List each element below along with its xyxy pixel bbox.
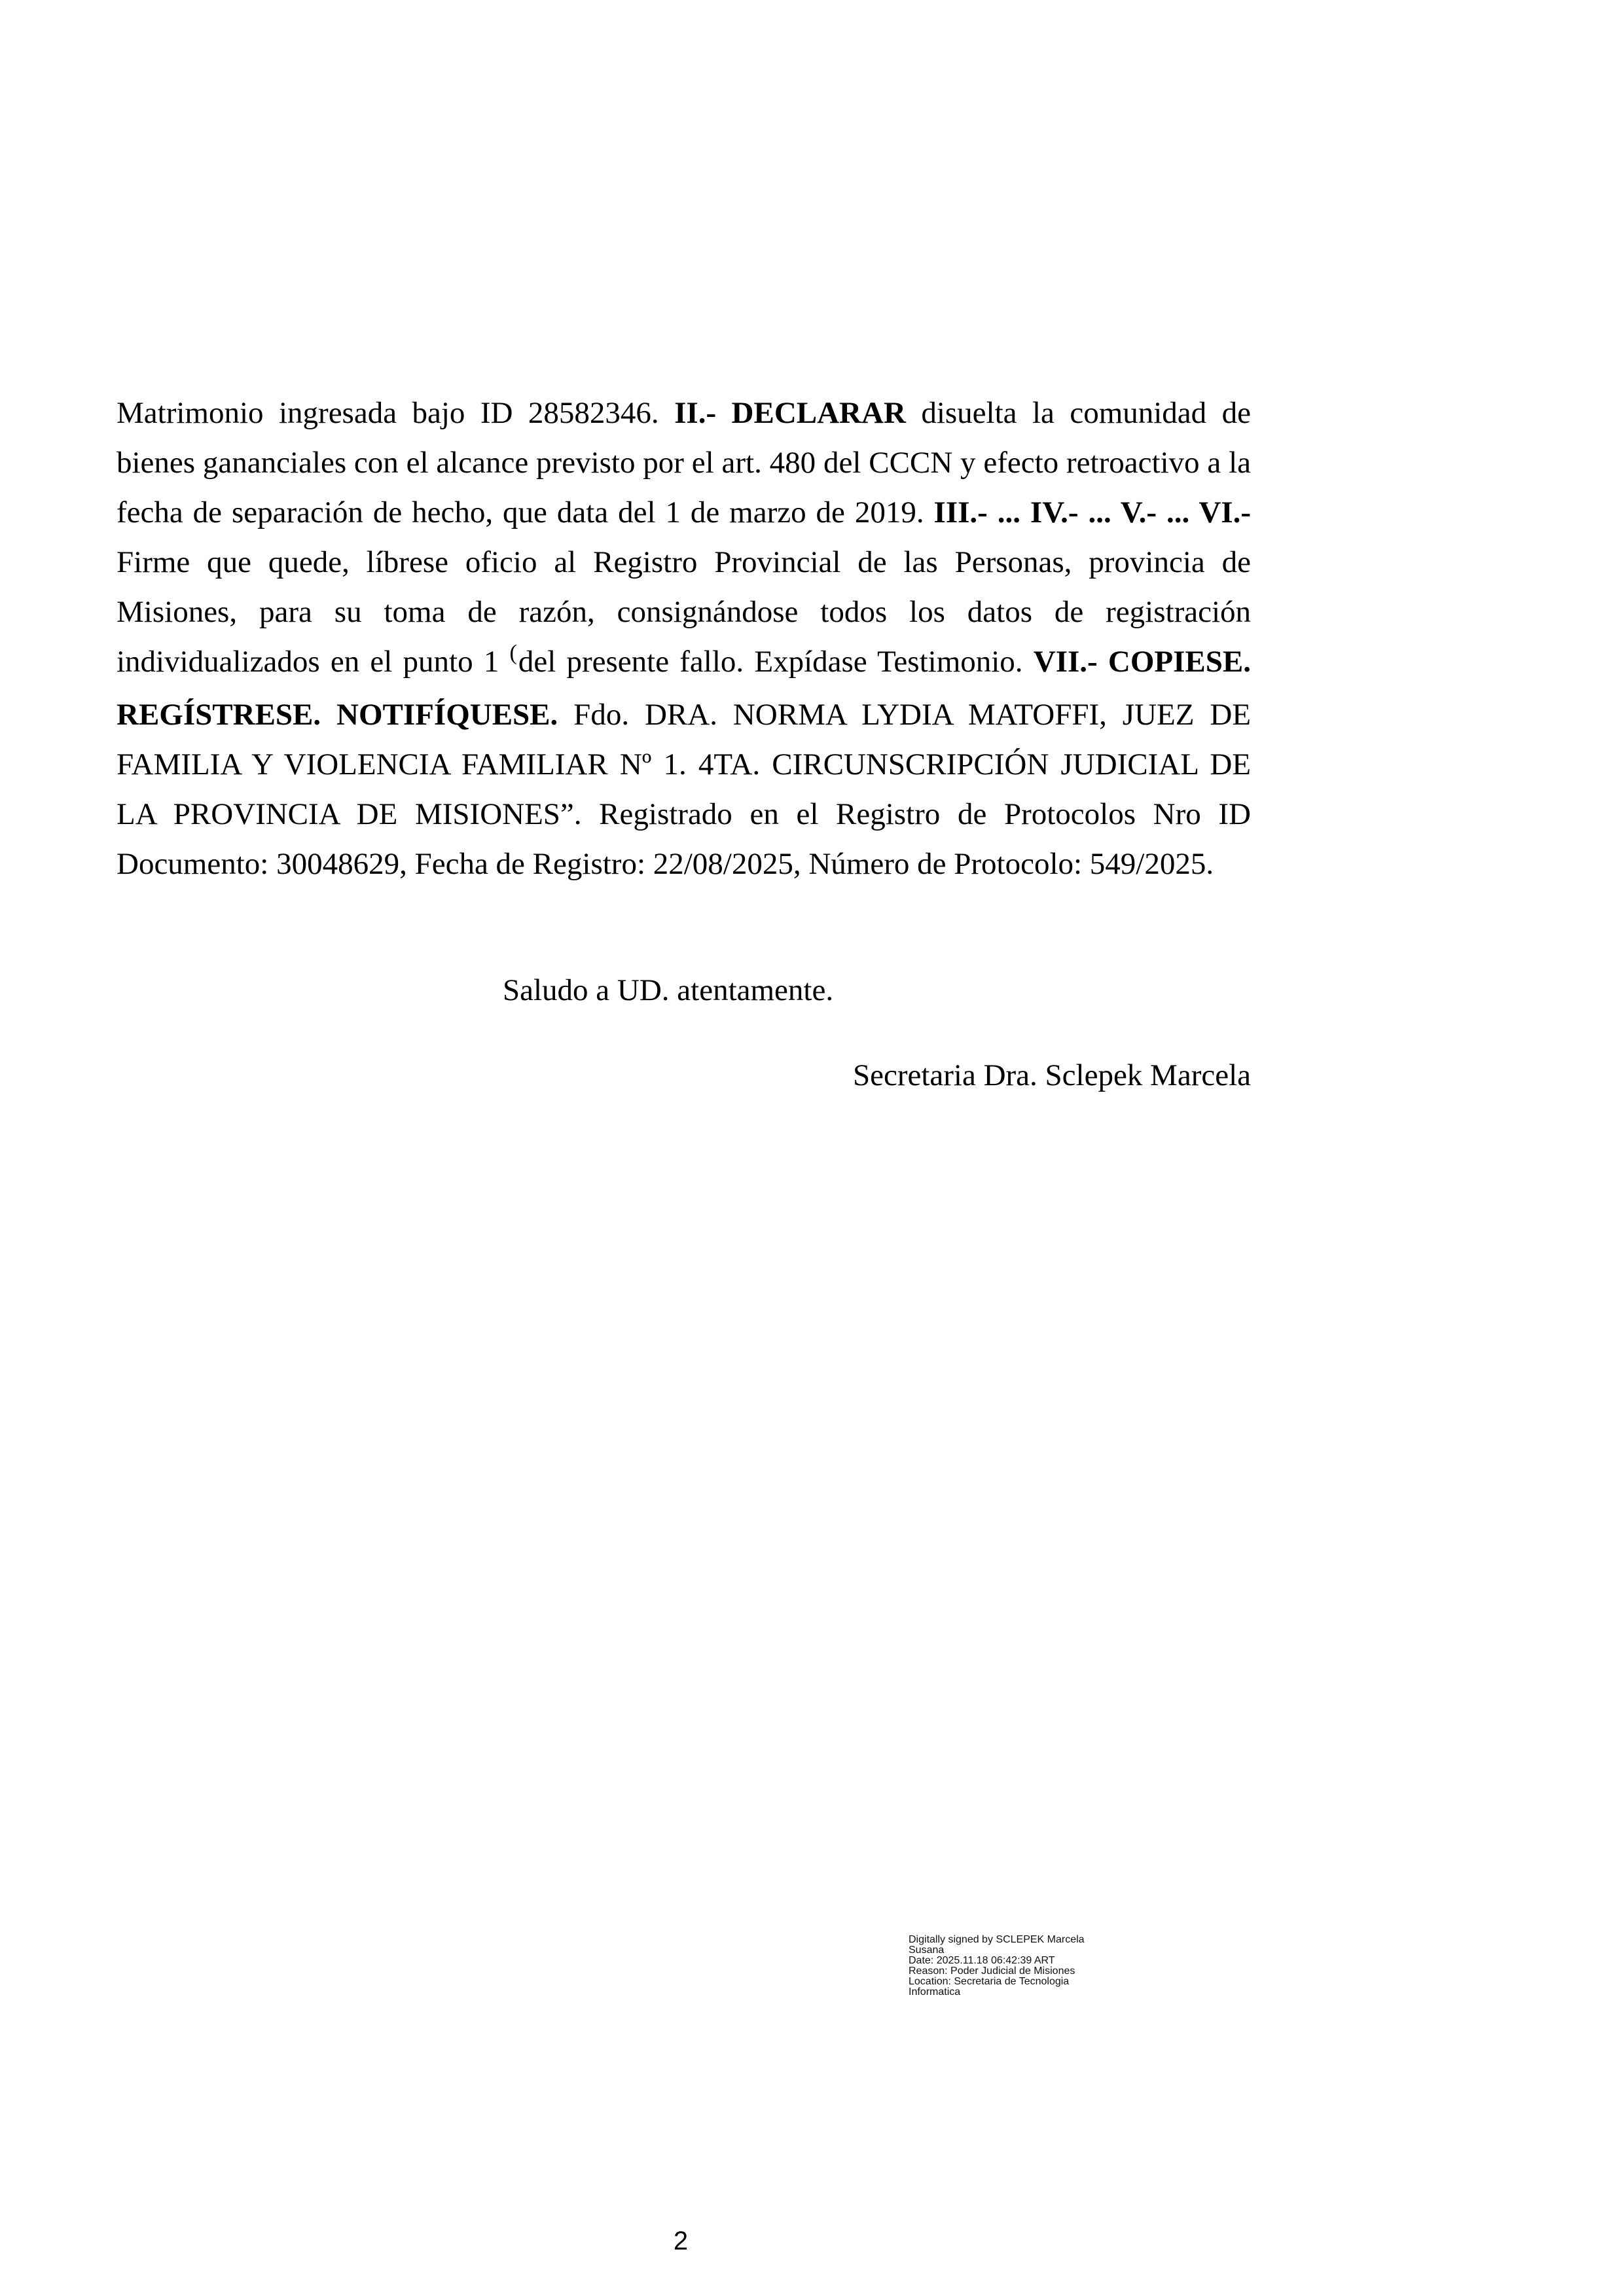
paragraph-text-4: del presente fallo. Expídase Testimonio. bbox=[518, 645, 1034, 679]
bold-sections: III.- ... IV.- ... V.- ... VI.- bbox=[933, 495, 1251, 529]
paragraph-text-2: disuelta la comunidad de bienes gananciales con el alcance previsto por el art. 480 del CCCN y efecto retroactivo a la fecha de separación de hecho, que data del 1 de marzo de 2019. bbox=[117, 396, 1251, 529]
digital-signature-block bbox=[909, 1935, 1144, 1998]
signature-line: Susana bbox=[909, 1945, 945, 1956]
resolution-paragraph bbox=[117, 388, 1251, 889]
paragraph-text-3: Firme que quede, líbrese oficio al Registro Provincial de las Personas, provincia de Misiones, para su toma de razón, consignándose todos los datos de registración individualizados en el punto 1 bbox=[117, 545, 1251, 679]
signature-line: Reason: Poder Judicial de Misiones bbox=[909, 1965, 1075, 1977]
signatory-name: Secretaria Dra. Sclepek Marcela bbox=[852, 1058, 1251, 1092]
paragraph-text-5: Fdo. DRA. NORMA LYDIA MATOFFI, JUEZ DE FAMILIA Y VIOLENCIA FAMILIAR Nº 1. 4TA. CIRCUNSCRIPCIÓN JUDICIAL DE LA PROVINCIA DE MISIONES”. Registrado en el Registro de Protocolos Nro ID Documento: 30048629, Fecha de Registro: 22/08/2025, Número de Protocolo: 549/2025. bbox=[117, 698, 1251, 881]
paragraph-text-1: Matrimonio ingresada bajo ID 28582346. bbox=[117, 396, 675, 430]
closing-greeting: Saludo a UD. atentamente. bbox=[503, 973, 834, 1007]
bold-copiese: VII.- COPIESE. REGÍSTRESE. NOTIFÍQUESE. bbox=[117, 645, 1251, 732]
signature-line: Location: Secretaria de Tecnologia bbox=[909, 1976, 1070, 1987]
superscript-paren: ( bbox=[509, 641, 517, 665]
signature-line: Informatica bbox=[909, 1986, 961, 1998]
bold-declarar: II.- DECLARAR bbox=[674, 396, 906, 430]
signature-line: Digitally signed by SCLEPEK Marcela bbox=[909, 1934, 1085, 1945]
page-number: 2 bbox=[673, 2227, 689, 2255]
signature-line: Date: 2025.11.18 06:42:39 ART bbox=[909, 1955, 1055, 1966]
